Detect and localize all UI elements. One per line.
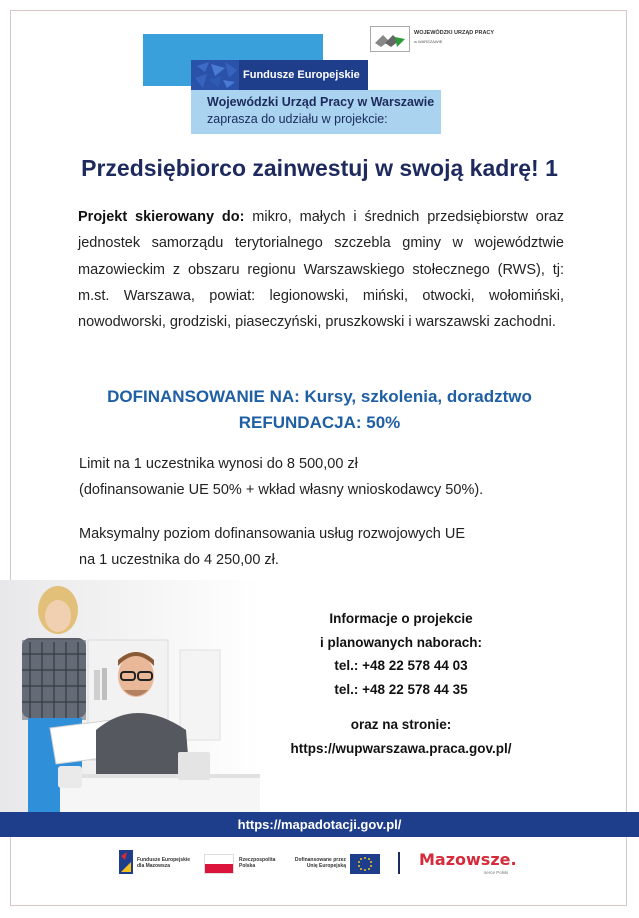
page-title: Przedsiębiorco zainwestuj w swoją kadrę! 1 xyxy=(81,155,558,181)
fe-mazowsze-logo xyxy=(119,850,191,879)
rp-line1: Rzeczpospolita xyxy=(239,857,276,863)
limit-line2: (dofinansowanie UE 50% + wkład własny wnioskodawcy 50%). xyxy=(79,482,484,498)
rp-logo xyxy=(204,854,276,874)
max-paragraph xyxy=(79,521,559,573)
invite-line2: zaprasza do udziału w projekcie: xyxy=(207,112,388,126)
project-lead: Projekt skierowany do: xyxy=(78,209,245,225)
wup-logo-title: WOJEWÓDZKI URZĄD PRACY xyxy=(414,30,495,36)
info-line2: i planowanych naborach: xyxy=(319,634,483,650)
fe-badge xyxy=(191,60,368,90)
stars-icon xyxy=(191,60,239,90)
fe-mazowsze-line2: dla Mazowsza xyxy=(137,863,171,869)
mazowsze-tagline: serce Polski xyxy=(484,870,509,875)
fe-label: Fundusze Europejskie xyxy=(243,69,360,81)
phone-1[interactable]: tel.: +48 22 578 44 03 xyxy=(334,658,468,673)
max-line2: na 1 uczestnika do 4 250,00 zł. xyxy=(79,552,279,568)
wup-logo-subtitle: w WARSZAWIE xyxy=(414,39,443,44)
eu-line2: Unię Europejską xyxy=(306,863,346,869)
project-text: mikro, małych i średnich przedsiębiorstw oraz jednostek samorządu terytorialnego szczebla gminy w województwie mazowieckim z obszaru regionu Warszawskiego stołecznego (RWS), tj: m.st. Warszawa, powiat: legionowski, miński, otwocki, wołomiński, nowodworski, grodziski, piaseczyński, pruszkowski i warszawski zachodni. xyxy=(78,209,564,331)
funding-line2: REFUNDACJA: 50% xyxy=(238,413,401,432)
info-block xyxy=(240,607,562,760)
phone-2[interactable]: tel.: +48 22 578 44 35 xyxy=(334,681,468,697)
info-line1: Informacje o projekcie xyxy=(329,611,473,626)
project-description xyxy=(78,204,564,335)
eu-line1: Dofinansowane przez xyxy=(294,857,346,863)
max-line1: Maksymalny poziom dofinansowania usług rozwojowych UE xyxy=(79,526,466,542)
website-link[interactable]: https://wupwarszawa.praca.gov.pl/ xyxy=(290,740,512,756)
rp-line2: Polska xyxy=(239,863,256,869)
limit-paragraph xyxy=(79,451,559,503)
funding-line1: DOFINANSOWANIE NA: Kursy, szkolenia, doradztwo xyxy=(107,387,532,406)
mazowsze-logo: Mazowsze. xyxy=(419,850,517,869)
fe-mazowsze-line1: Fundusze Europejskie xyxy=(137,857,191,863)
website-label: oraz na stronie: xyxy=(350,717,452,732)
footer-logos xyxy=(0,846,639,882)
limit-line1: Limit na 1 uczestnika wynosi do 8 500,00 zł xyxy=(79,456,358,472)
eu-flag-icon xyxy=(350,854,380,874)
wup-logo xyxy=(370,24,510,54)
fe-mazowsze-icon xyxy=(119,850,133,874)
office-photo xyxy=(0,580,260,812)
funding-box xyxy=(0,384,639,436)
bottom-url-bar[interactable]: https://mapadotacji.gov.pl/ xyxy=(0,812,639,837)
footer-separator xyxy=(398,852,400,874)
invite-line1: Wojewódzki Urząd Pracy w Warszawie xyxy=(207,95,435,109)
invite-box xyxy=(191,90,441,134)
poland-flag-icon xyxy=(204,854,234,874)
wup-logo-mark xyxy=(370,26,410,52)
